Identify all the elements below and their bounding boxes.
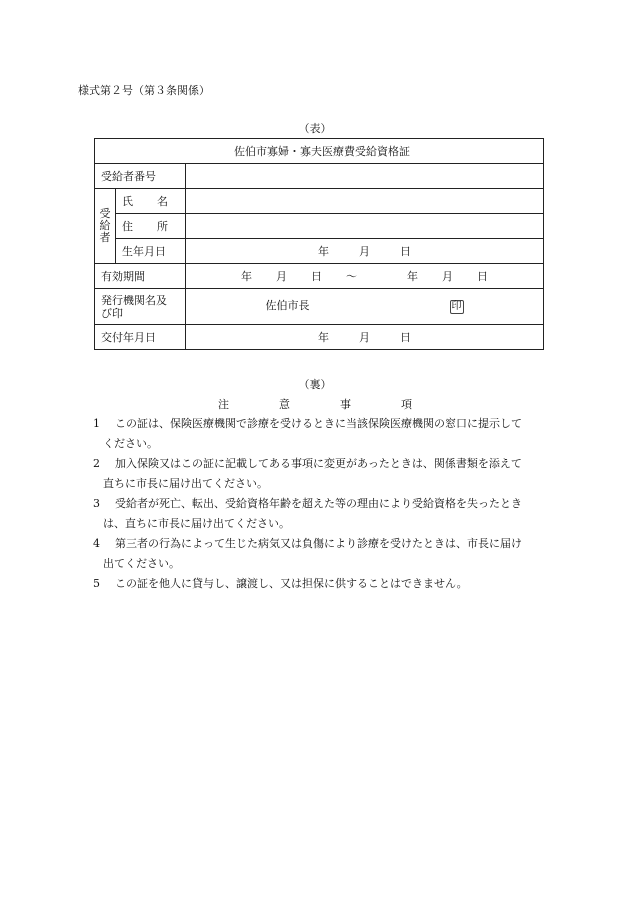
issuer-value: 佐伯市長 xyxy=(265,299,310,312)
issuer-row xyxy=(95,289,544,325)
issue-date-row xyxy=(95,325,544,350)
note-item: 3 受給者が死亡、転出、受給資格年齢を超えた等の理由により受給資格を失ったとき は、直ちに市長に届け出てください。 xyxy=(93,497,522,530)
validity-field[interactable]: 年 月 日 ～ 年 月 日 xyxy=(186,264,544,289)
recipient-group-char-2: 給 xyxy=(99,219,111,232)
name-row xyxy=(95,189,544,214)
certificate-title: 佐伯市寡婦・寡夫医療費受給資格証 xyxy=(95,139,544,164)
back-side-label: （裏） xyxy=(298,378,332,391)
note-item: 5 この証を他人に貸与し、譲渡し、又は担保に供することはできません。 xyxy=(93,577,468,590)
front-side-label: （表） xyxy=(298,122,332,135)
birthdate-field[interactable]: 年 月 日 xyxy=(186,239,544,264)
certificate-title-row xyxy=(95,139,544,164)
birthdate-row xyxy=(95,239,544,264)
address-label: 住 所 xyxy=(116,214,186,239)
name-field[interactable] xyxy=(186,189,544,214)
recipient-number-row xyxy=(95,164,544,189)
recipient-group-label xyxy=(95,189,116,264)
validity-label: 有効期間 xyxy=(95,264,186,289)
notes-list xyxy=(93,414,555,594)
address-row xyxy=(95,214,544,239)
certificate-table xyxy=(94,138,544,350)
form-number-label: 様式第２号（第３条関係） xyxy=(78,84,210,97)
recipient-number-label: 受給者番号 xyxy=(95,164,186,189)
birthdate-label: 生年月日 xyxy=(116,239,186,264)
note-item: 4 第三者の行為によって生じた病気又は負傷により診療を受けたときは、市長に届け 出てください。 xyxy=(93,537,522,570)
issue-date-label: 交付年月日 xyxy=(95,325,186,350)
recipient-number-field[interactable] xyxy=(186,164,544,189)
validity-row xyxy=(95,264,544,289)
issuer-label: 発行機関名及 び印 xyxy=(95,289,186,325)
issuer-field xyxy=(186,289,544,325)
issue-date-field[interactable]: 年 月 日 xyxy=(186,325,544,350)
note-item: 2 加入保険又はこの証に記載してある事項に変更があったときは、関係書類を添えて 直ちに市長に届け出てください。 xyxy=(93,457,522,490)
recipient-group-char-1: 受 xyxy=(99,207,111,220)
notes-title: 注 意 事 項 xyxy=(218,398,412,411)
recipient-group-char-3: 者 xyxy=(99,231,111,244)
note-item: 1 この証は、保険医療機関で診療を受けるときに当該保険医療機関の窓口に提示して ください。 xyxy=(93,417,522,450)
address-field[interactable] xyxy=(186,214,544,239)
seal-icon: 印 xyxy=(451,301,462,312)
name-label: 氏 名 xyxy=(116,189,186,214)
